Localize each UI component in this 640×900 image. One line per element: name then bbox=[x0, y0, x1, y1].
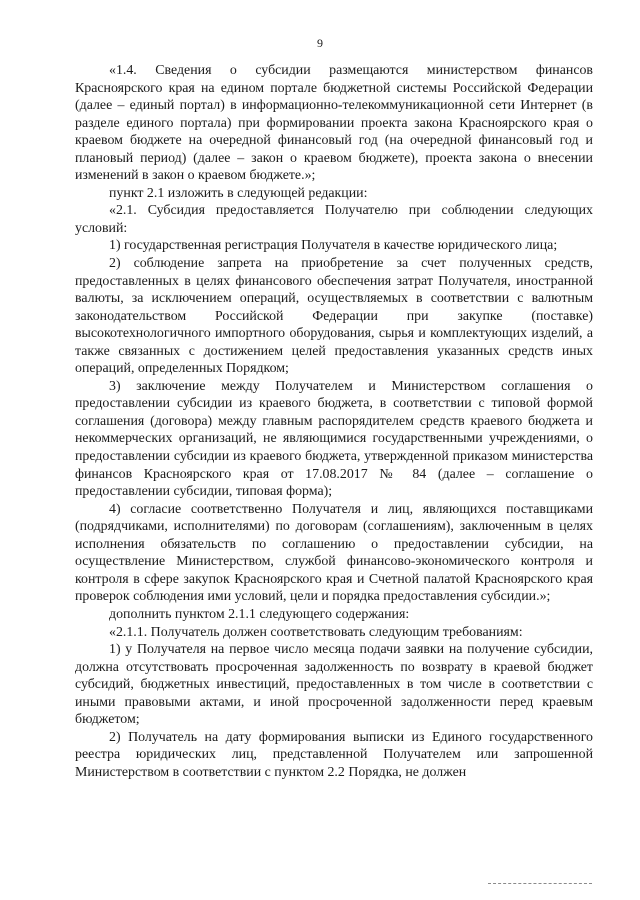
requirement-2: 2) Получатель на дату формирования выписки из Единого государственного реестра юридических лиц, представленной Получателем или запрошенной Министерством в соответствии с пунктом 2.2 Порядка, не должен bbox=[75, 729, 593, 780]
condition-3: 3) заключение между Получателем и Министерством соглашения о предоставлении субсидии из краевого бюджета, в соответствии с типовой формой соглашения (договора) между главным распорядителем средств краевого бюджета и некоммерческих организаций, не являющимися государственными учреждениями, о предоставлении субсидии из краевого бюджета, утвержденной приказом министерства финансов Красноярского края от 17.08.2017 № 84 (далее – соглашение о предоставлении субсидии, типовая форма); bbox=[75, 378, 593, 500]
paragraph-amend-2-1: пункт 2.1 изложить в следующей редакции: bbox=[109, 185, 368, 201]
condition-1: 1) государственная регистрация Получателя в качестве юридического лица; bbox=[109, 238, 558, 254]
paragraph-1-4: «1.4. Сведения о субсидии размещаются министерством финансов Красноярского края на едином портале бюджетной системы Российской Федерации (далее – единый портал) в информационно-телекоммуникационной сети Интернет (в разделе единого портала) при формировании проекта закона Красноярского края о краевом бюджете на очередной финансовый год (на очередной финансовый год и плановый период) (далее – закон о краевом бюджете), проекта закона о внесении изменений в закон о краевом бюджете.»; bbox=[75, 63, 593, 184]
paragraph-2-1: «2.1. Субсидия предоставляется Получателю при соблюдении следующих условий: bbox=[75, 203, 593, 236]
paragraph-2-1-1: «2.1.1. Получатель должен соответствовать следующим требованиям: bbox=[109, 624, 523, 640]
paragraph-add-2-1-1: дополнить пунктом 2.1.1 следующего содержания: bbox=[109, 606, 410, 622]
footer-dashed-mark bbox=[488, 883, 592, 885]
document-body bbox=[75, 62, 593, 781]
requirement-1: 1) у Получателя на первое число месяца подачи заявки на получение субсидии, должна отсутствовать просроченная задолженность по возврату в краевой бюджет субсидий, бюджетных инвестиций, предоставленных в том числе в соответствии с иными правовыми актами, и иной просроченной задолженности перед краевым бюджетом; bbox=[75, 642, 593, 728]
condition-2: 2) соблюдение запрета на приобретение за счет полученных средств, предоставленных в целях финансового обеспечения затрат Получателя, иностранной валюты, за исключением операций, осуществляемых в соответствии с валютным законодательством Российской Федерации при закупке (поставке) высокотехнологичного импортного оборудования, сырья и комплектующих изделий, а также связанных с достижением целей предоставления указанных средств иных операций, определенных Порядком; bbox=[75, 256, 593, 377]
condition-4: 4) согласие соответственно Получателя и лиц, являющихся поставщиками (подрядчиками, исполнителями) по договорам (соглашениям), заключенным в целях исполнения обязательств по соглашению о предоставлении субсидии, на осуществление Министерством, службой финансово-экономического контроля и контроля в сфере закупок Красноярского края и Счетной палатой Красноярского края проверок соблюдения ими условий, цели и порядка предоставления субсидии.»; bbox=[75, 501, 593, 605]
page-number: 9 bbox=[317, 36, 323, 50]
